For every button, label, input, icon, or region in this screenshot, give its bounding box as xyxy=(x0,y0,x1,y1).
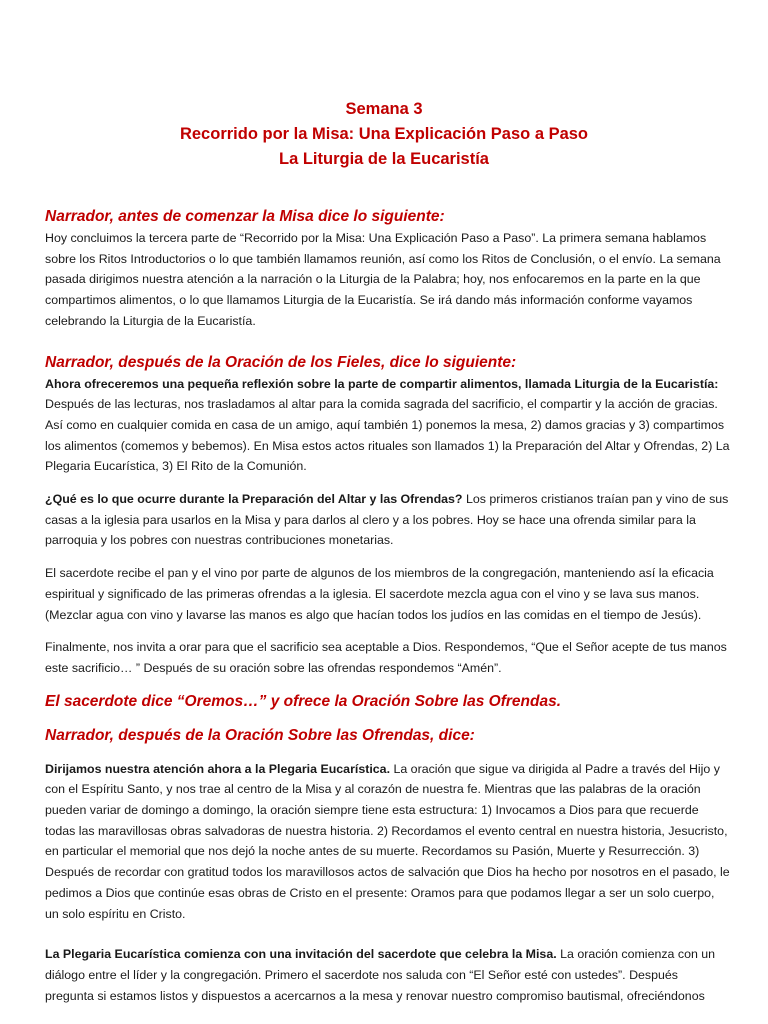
invitation-body: La oración comienza con un diálogo entre el líder y la congregación. Primero el sacerdote nos saluda con “El Señor esté con ustedes”. Después pregunta si estamos listos y dispuestos a acercarnos a la mesa y renovar nuestro compromiso bautismal, ofreciéndonos xyxy=(45,947,716,1003)
paragraph-finally: Finalmente, nos invita a orar para que el sacrificio sea aceptable a Dios. Respondemos, “Que el Señor acepte de tus manos este sacrificio… ” Después de su oración sobre las ofrendas respondemos “Amén”. xyxy=(45,640,727,675)
invitation-lead: La Plegaria Eucarística comienza con una invitación del sacerdote que celebra la Misa. xyxy=(45,947,557,962)
section-heading-after-faithful-prayer: Narrador, después de la Oración de los Fieles, dice lo siguiente: xyxy=(45,353,517,371)
paragraph-priest-receives: El sacerdote recibe el pan y el vino por parte de algunos de los miembros de la congregación, manteniendo así la eficacia espiritual y significado de las primeras ofrendas a la iglesia. El sacerdote mezcla agua con el vino y se lava sus manos. (Mezclar agua con vino y lavarse las manos es algo que hacían todos los judíos en las comidas en el tiempo de Jesús). xyxy=(45,566,714,622)
document-body xyxy=(45,206,730,1006)
title-week: Semana 3 xyxy=(345,100,423,118)
paragraph-intro: Hoy concluimos la tercera parte de “Recorrido por la Misa: Una Explicación Paso a Paso”. La primera semana hablamos sobre los Ritos Introductorios o lo que también llamamos reunión, así como los Ritos de Conclusión, o el envío. La semana pasada dirigimos nuestra atención a la narración o la Liturgia de la Palabra; hoy, nos enfocaremos en la parte en la que compartimos alimentos, o lo que llamamos Liturgia de la Eucaristía. Se irá dando más información conforme vayamos celebrando la Liturgia de la Eucaristía. xyxy=(45,231,721,328)
preparation-answer: Los primeros cristianos traían pan y vino de sus casas a la iglesia para usarlos en la Misa y para darlos al clero y a los pobres. Hoy se hace una ofrenda similar para la parroquia y los pobres con nuestras contribuciones monetarias. xyxy=(45,492,729,548)
preparation-question: ¿Qué es lo que ocurre durante la Preparación del Altar y las Ofrendas? xyxy=(45,492,463,507)
paragraph-reflection-lead: Ahora ofreceremos una pequeña reflexión sobre la parte de compartir alimentos, llamada Liturgia de la Eucaristía: xyxy=(45,376,719,391)
paragraph-eucharistic-prayer xyxy=(45,759,730,925)
eucharistic-prayer-body: La oración que sigue va dirigida al Padre a través del Hijo y con el Espíritu Santo, y nos trae al centro de la Misa y al corazón de nuestra fe. Mientras que las palabras de la oración pueden variar de domingo a domingo, la oración siempre tiene esta estructura: 1) Invocamos a Dios para que recuerde todas las maravillosas obras salvadoras de nuestra historia. 2) Recordamos el evento central en nuestra historia, Jesucristo, en particular el memorial que nos dejó la noche antes de su muerte. Recordamos su Pasión, Muerte y Resurrección. 3) Después de recordar con gratitud todos los maravillosos actos de salvación que Dios ha hecho por nosotros en el pasado, le pedimos a Dios que continúe esas obras de Cristo en el presente: Oramos para que podamos llegar a ser un solo cuerpo, un solo espíritu en Cristo. xyxy=(45,761,730,921)
paragraph-preparation xyxy=(45,489,730,551)
section-heading-before-mass: Narrador, antes de comenzar la Misa dice lo siguiente: xyxy=(45,208,445,225)
eucharistic-prayer-lead: Dirijamos nuestra atención ahora a la Plegaria Eucarística. xyxy=(45,761,391,776)
title-topic: La Liturgia de la Eucaristía xyxy=(279,150,489,168)
section-heading-after-offerings-prayer: Narrador, después de la Oración Sobre las Ofrendas, dice: xyxy=(45,726,475,744)
document-title xyxy=(0,97,768,172)
paragraph-readings: Después de las lecturas, nos trasladamos al altar para la comida sagrada del sacrificio, el compartir y la acción de gracias. Así como en cualquier comida en casa de un amigo, aquí también 1) ponemos la mesa, 2) damos gracias y 3) compartimos los alimentos (comemos y bebemos). En Misa estos actos rituales son llamados 1) la Preparación del Altar y Ofrendas, 2) La Plegaria Eucarística, 3) El Rito de la Comunión. xyxy=(45,397,730,474)
title-series: Recorrido por la Misa: Una Explicación Paso a Paso xyxy=(179,125,589,143)
paragraph-eucharistic-invitation xyxy=(45,944,730,1006)
section-heading-oremos: El sacerdote dice “Oremos…” y ofrece la Oración Sobre las Ofrendas. xyxy=(45,692,562,710)
